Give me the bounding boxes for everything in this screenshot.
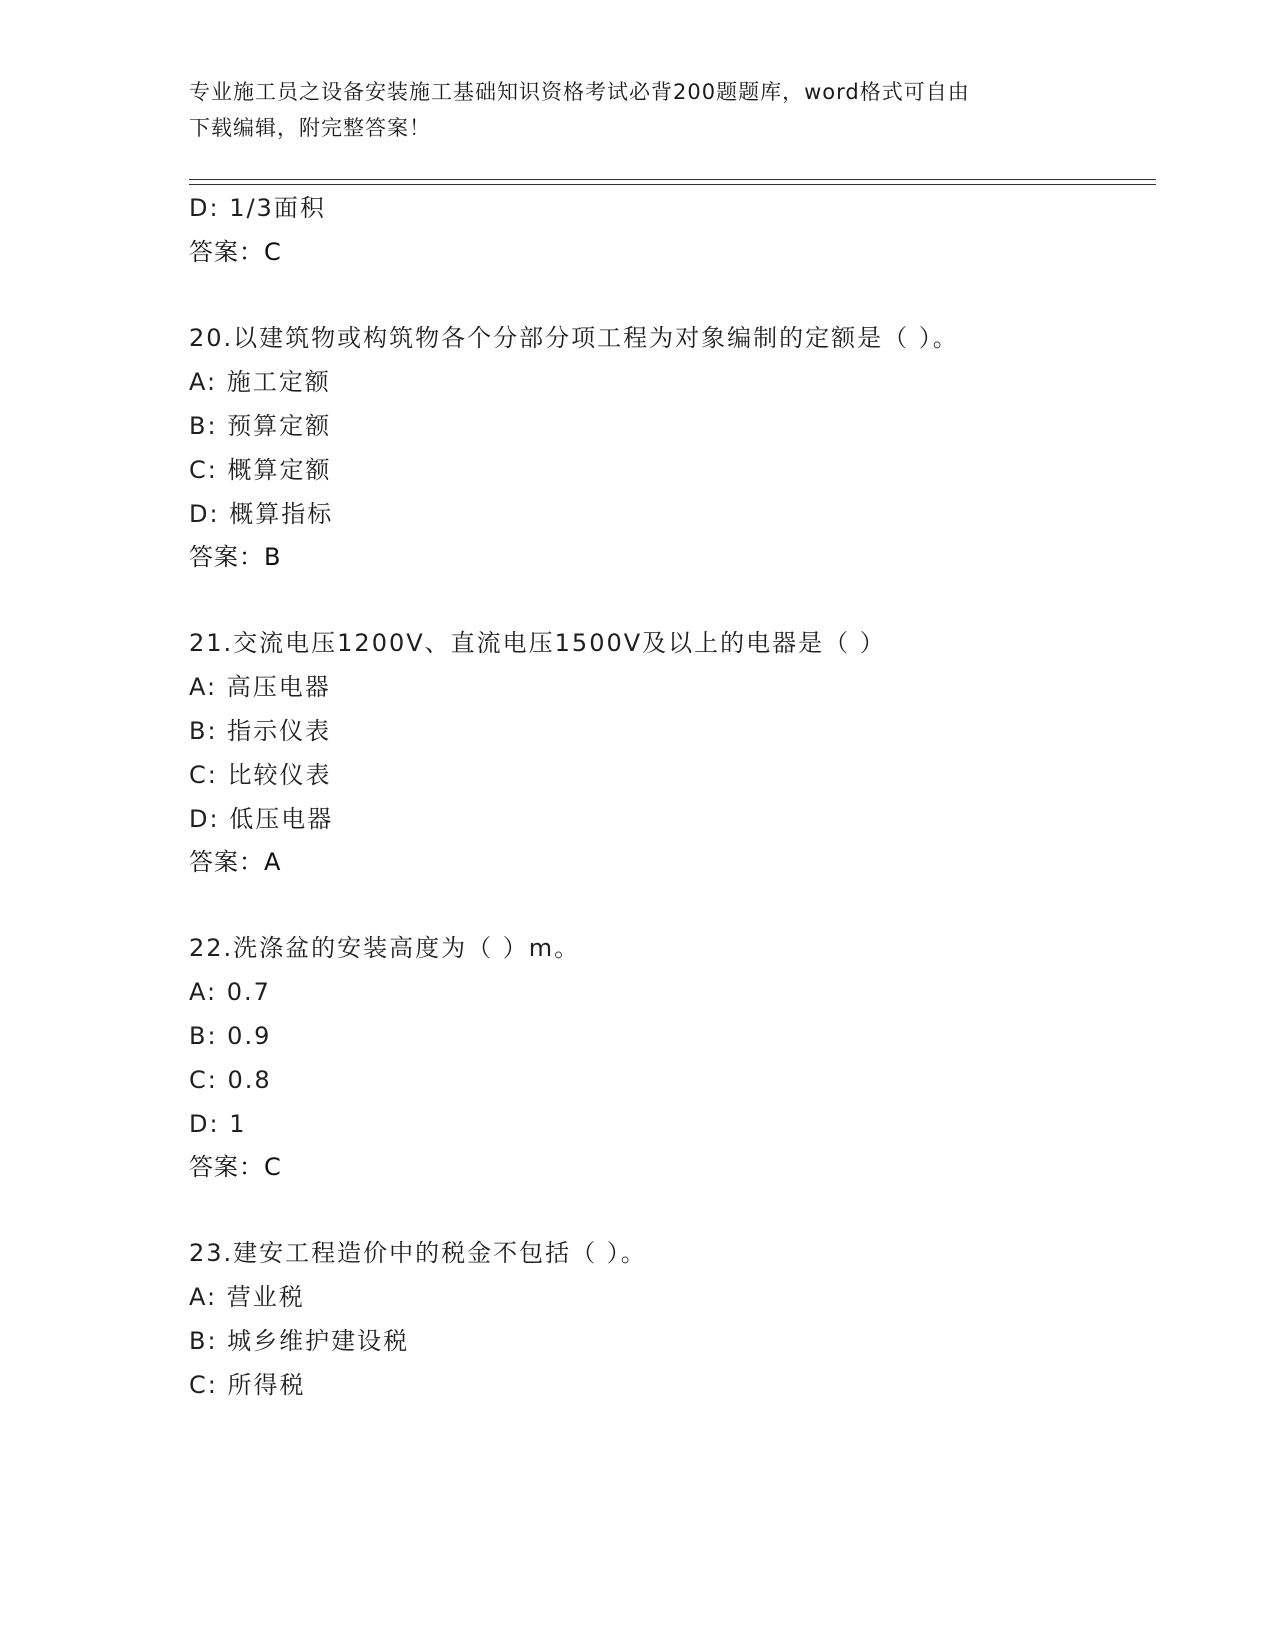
question-20-option-b: B: 预算定额 xyxy=(189,412,332,440)
question-23-option-a: A: 营业税 xyxy=(189,1283,305,1311)
question-21-answer: 答案：A xyxy=(189,848,282,876)
question-20-option-a: A: 施工定额 xyxy=(189,368,331,396)
question-20-stem: 20.以建筑物或构筑物各个分部分项工程为对象编制的定额是（ ）。 xyxy=(189,324,959,352)
question-22-answer: 答案：C xyxy=(189,1153,282,1181)
question-21-stem: 21.交流电压1200V、直流电压1500V及以上的电器是（ ） xyxy=(189,629,886,657)
prev-answer: 答案：C xyxy=(189,238,282,266)
question-20-option-d: D: 概算指标 xyxy=(189,500,334,528)
question-22-option-b: B: 0.9 xyxy=(189,1022,272,1050)
question-22-option-d: D: 1 xyxy=(189,1110,247,1138)
question-20-option-c: C: 概算定额 xyxy=(189,456,332,484)
question-21-option-c: C: 比较仪表 xyxy=(189,761,332,789)
header-divider-bottom xyxy=(189,184,1156,185)
question-23-option-c: C: 所得税 xyxy=(189,1371,306,1399)
question-23-option-b: B: 城乡维护建设税 xyxy=(189,1327,410,1355)
question-21-option-d: D: 低压电器 xyxy=(189,805,334,833)
document-header xyxy=(189,74,1089,146)
header-line-2: 下载编辑，附完整答案！ xyxy=(189,116,431,140)
question-22-option-a: A: 0.7 xyxy=(189,978,271,1006)
question-21-option-b: B: 指示仪表 xyxy=(189,717,332,745)
question-20-answer: 答案：B xyxy=(189,543,282,571)
header-line-1: 专业施工员之设备安装施工基础知识资格考试必背200题题库，word格式可自由 xyxy=(189,80,970,104)
header-divider-top xyxy=(189,179,1156,180)
question-22-option-c: C: 0.8 xyxy=(189,1066,272,1094)
prev-option-d: D: 1/3面积 xyxy=(189,194,326,222)
question-22-stem: 22.洗涤盆的安装高度为（ ）m。 xyxy=(189,934,581,962)
question-21-option-a: A: 高压电器 xyxy=(189,673,331,701)
question-23-stem: 23.建安工程造价中的税金不包括（ ）。 xyxy=(189,1239,647,1267)
